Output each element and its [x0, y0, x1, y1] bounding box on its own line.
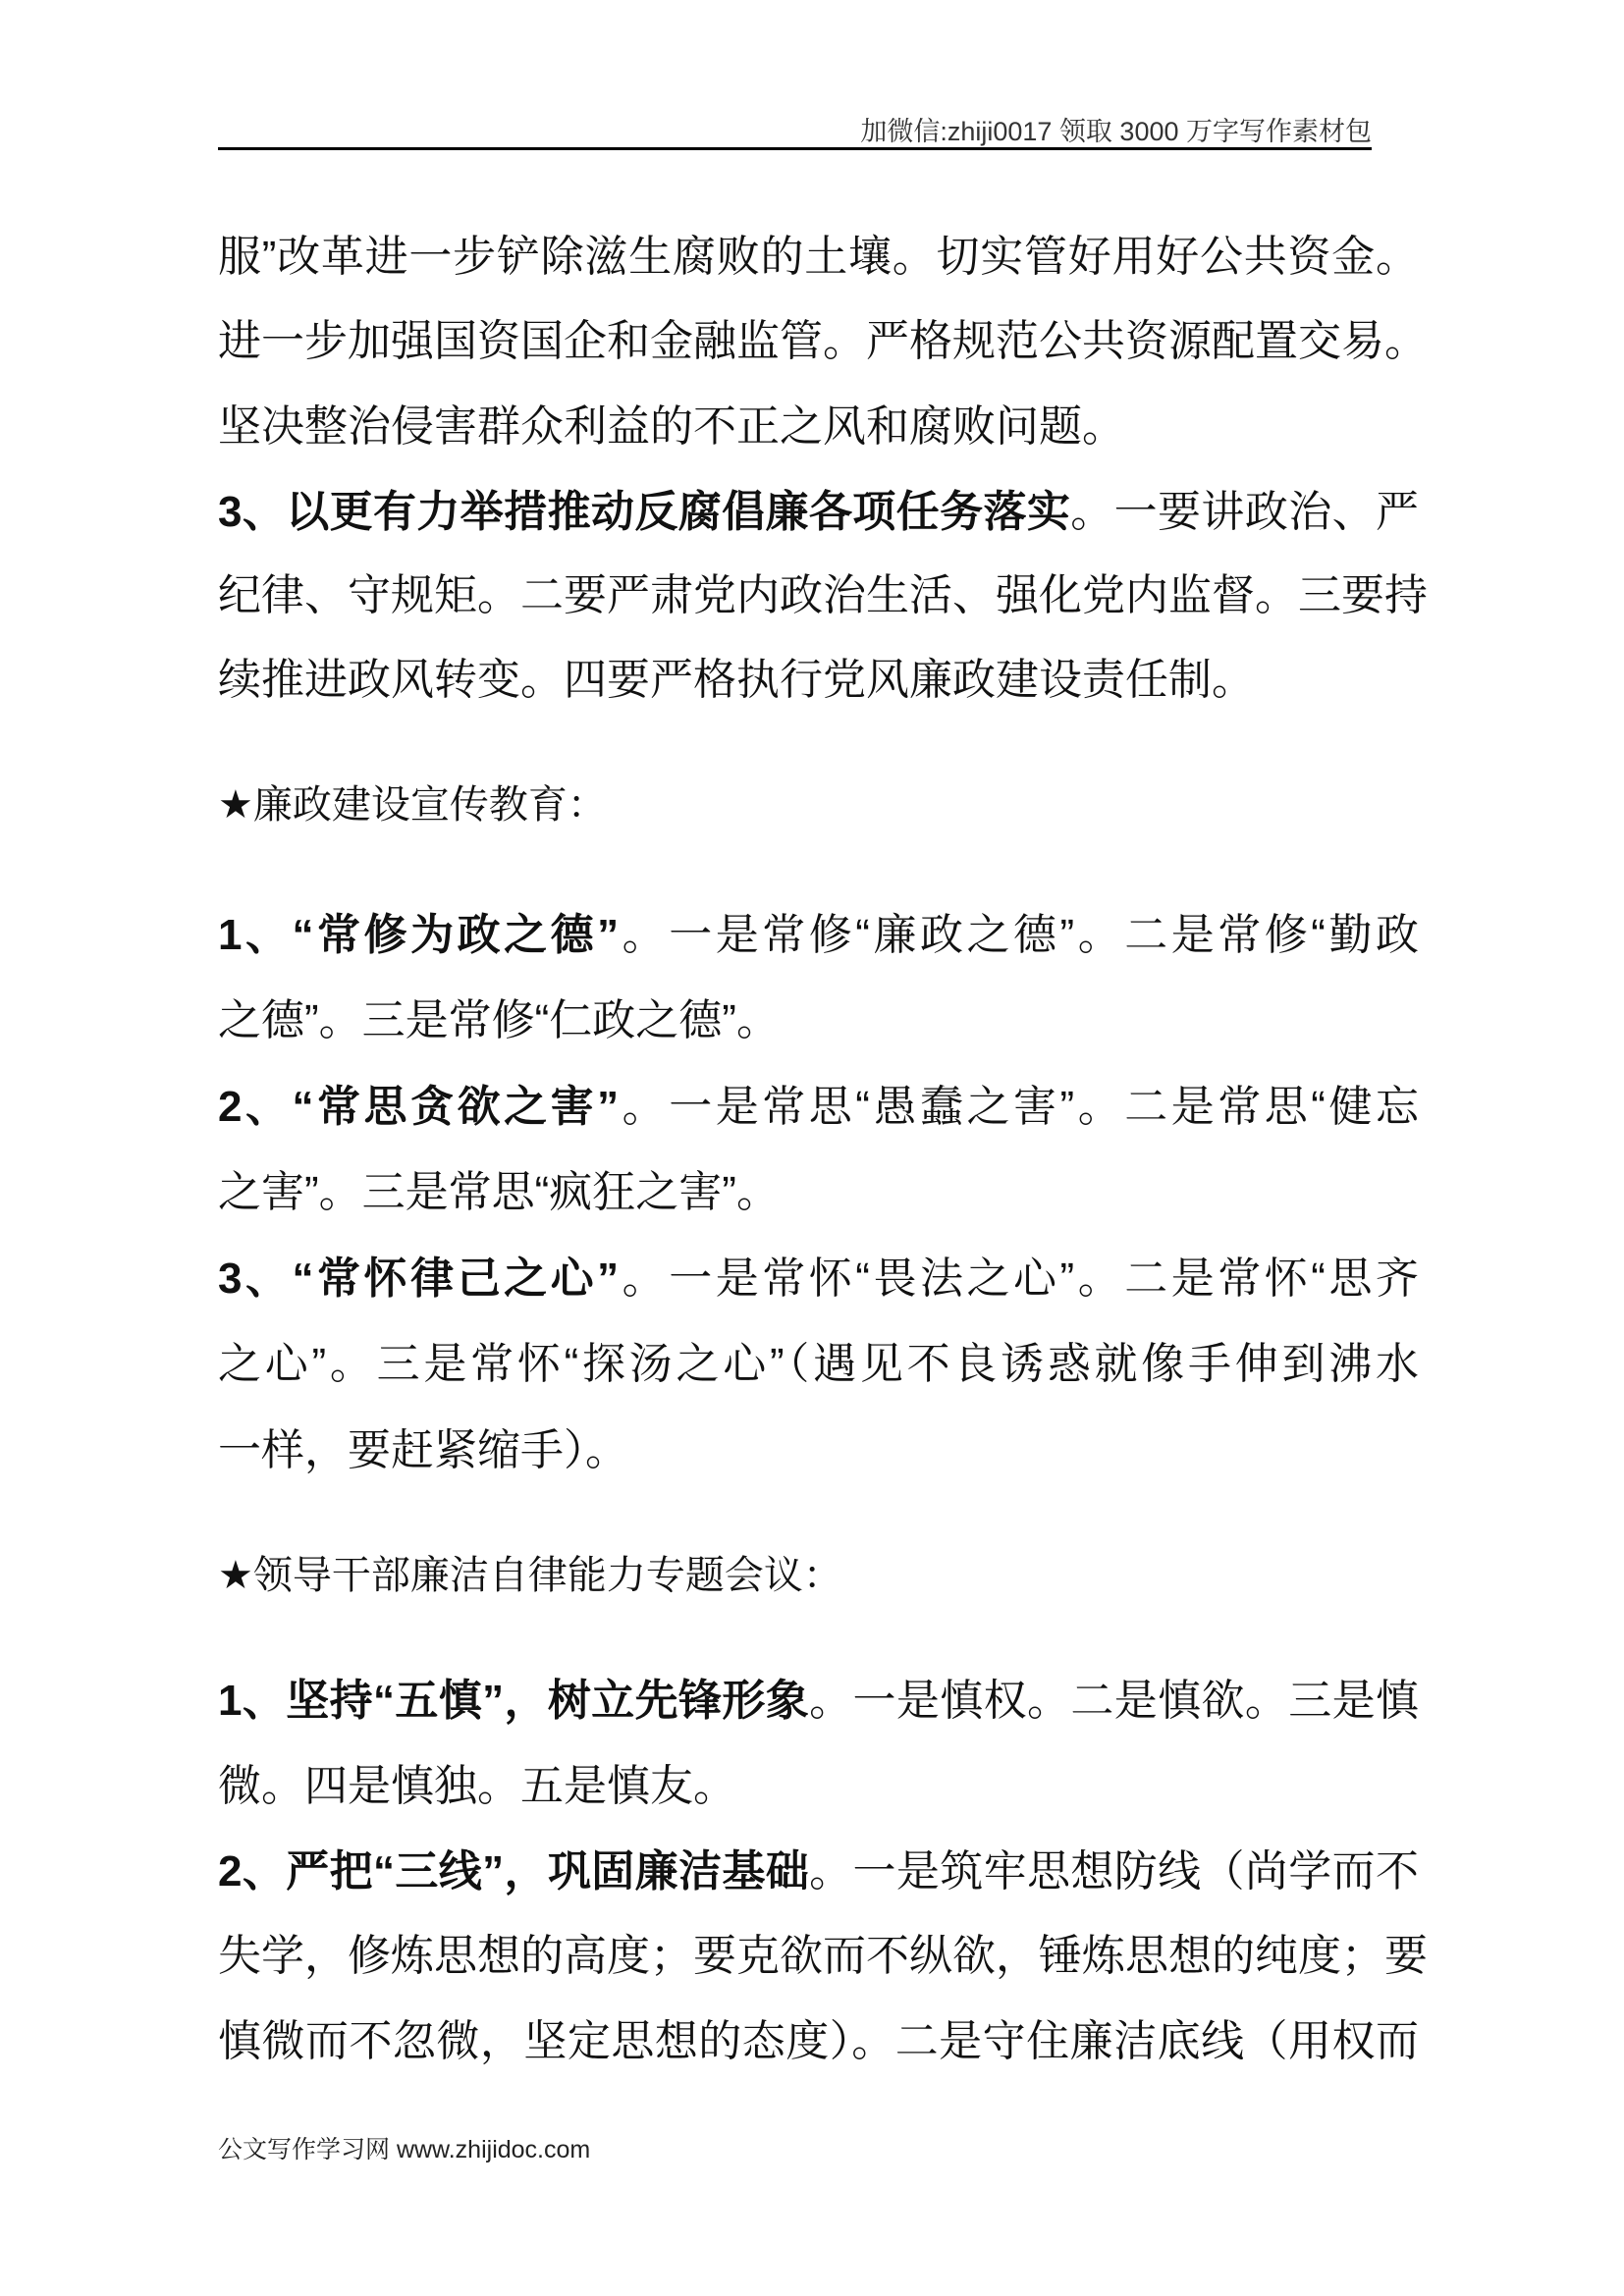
- text: 之害”。三是常思“疯狂之害”。: [218, 1168, 780, 1216]
- header-divider: [218, 147, 1372, 150]
- body-line: [218, 1672, 1419, 1731]
- section-heading: [218, 1546, 1419, 1605]
- point-heading: 3、以更有力举措推动反腐倡廉各项任务落实: [218, 488, 1071, 536]
- text: 服”改革进一步铲除滋生腐败的土壤。切实管好用好公共资金。: [218, 233, 1419, 281]
- text: 。一是常怀“畏法之心”。二是常怀“思齐: [619, 1255, 1419, 1303]
- section-title: ★领导干部廉洁自律能力专题会议：: [218, 1554, 842, 1597]
- text: 微。四是慎独。五是慎友。: [218, 1762, 736, 1810]
- body-line: [218, 228, 1419, 287]
- body-line: [218, 483, 1419, 542]
- point-heading: 2、“常思贪欲之害”: [218, 1083, 620, 1131]
- text: 一样，要赶紧缩手）。: [218, 1426, 628, 1474]
- page-footer-text: 公文写作学习网 www.zhijidoc.com: [218, 2136, 591, 2163]
- body-line: [218, 1078, 1419, 1137]
- text: 之心”。三是常怀“探汤之心”（遇见不良诱惑就像手伸到沸水: [218, 1340, 1419, 1388]
- text: 坚决整治侵害群众利益的不正之风和腐败问题。: [218, 402, 1125, 451]
- body-line: [218, 991, 1419, 1050]
- body-line: [218, 398, 1419, 456]
- text: 续推进政风转变。四要严格执行党风廉政建设责任制。: [218, 656, 1255, 704]
- body-line: [218, 1163, 1419, 1222]
- text: 。一是筑牢思想防线（尚学而不: [809, 1847, 1419, 1896]
- point-heading: 1、坚持“五慎”，树立先锋形象: [218, 1677, 810, 1725]
- text: 纪律、守规矩。二要严肃党内政治生活、强化党内监督。三要持: [218, 571, 1428, 619]
- text: 。一要讲政治、严: [1070, 488, 1419, 536]
- body-line: [218, 1927, 1428, 1986]
- text: 。一是常思“愚蠢之害”。二是常思“健忘: [619, 1083, 1419, 1131]
- text: 之德”。三是常修“仁政之德”。: [218, 996, 780, 1044]
- body-line: [218, 2012, 1419, 2071]
- body-line: [218, 1757, 1419, 1816]
- body-line: [218, 1421, 1419, 1480]
- text: 。一是慎权。二是慎欲。三是慎: [809, 1677, 1419, 1725]
- text: 失学，修炼思想的高度；要克欲而不纵欲，锤炼思想的纯度；要: [218, 1932, 1428, 1980]
- point-heading: 1、“常修为政之德”: [218, 911, 620, 959]
- page-header-text: 加微信:zhiji0017 领取 3000 万字写作素材包: [860, 117, 1372, 146]
- text: 进一步加强国资国企和金融监管。严格规范公共资源配置交易。: [218, 317, 1428, 365]
- point-heading: 3、“常怀律己之心”: [218, 1255, 620, 1303]
- body-line: [218, 651, 1419, 710]
- section-heading: [218, 775, 1419, 834]
- body-line: [218, 1250, 1419, 1308]
- text: 。一是常修“廉政之德”。二是常修“勤政: [619, 911, 1419, 959]
- body-line: [218, 312, 1428, 371]
- body-line: [218, 1335, 1419, 1394]
- body-line: [218, 906, 1419, 965]
- body-line: [218, 566, 1428, 625]
- text: 慎微而不忽微，坚定思想的态度）。二是守住廉洁底线（用权而: [218, 2017, 1419, 2065]
- point-heading: 2、严把“三线”，巩固廉洁基础: [218, 1847, 810, 1896]
- body-line: [218, 1842, 1419, 1901]
- section-title: ★廉政建设宣传教育：: [218, 783, 607, 827]
